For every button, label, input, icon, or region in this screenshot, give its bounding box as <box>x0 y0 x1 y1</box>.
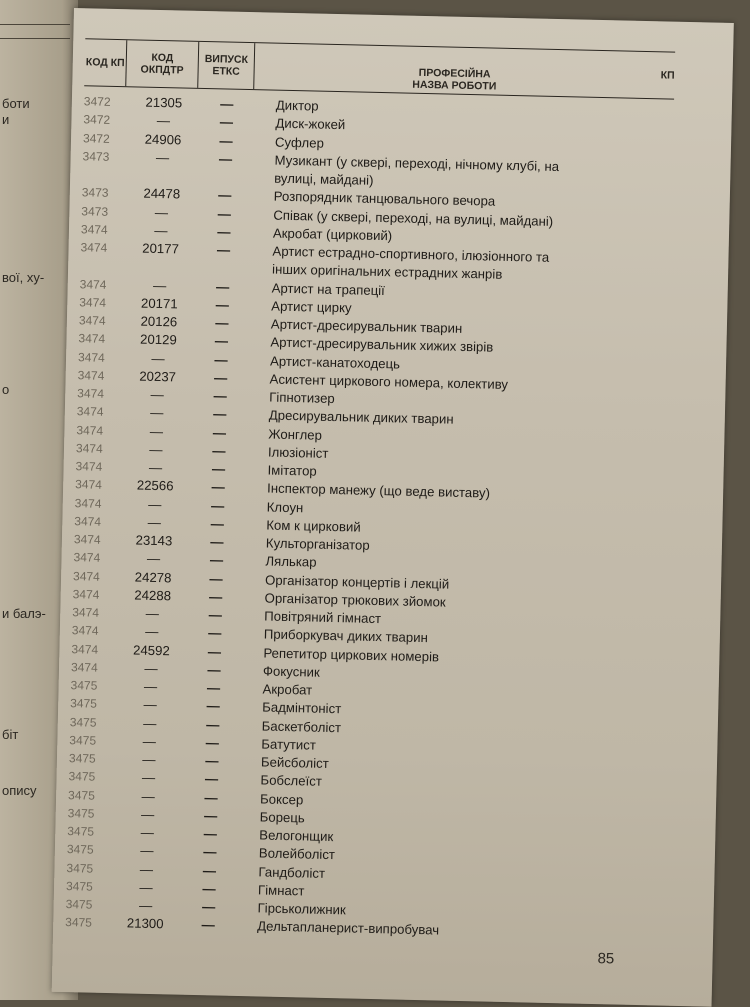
row-profession-name: Жонглер <box>268 426 323 443</box>
row-etks-issue: — <box>209 552 224 568</box>
left-fragment: о <box>2 382 10 397</box>
row-kp-code: 3474 <box>72 586 100 602</box>
row-profession-name: Розпорядник танцювального вечора <box>273 188 496 209</box>
row-kp-code: 3473 <box>81 185 109 201</box>
row-etks-issue: — <box>203 844 217 860</box>
left-fragment: и <box>2 112 10 127</box>
row-okpdtr-code: — <box>149 423 164 439</box>
row-kp-code: 3474 <box>77 349 105 365</box>
row-kp-code: 3474 <box>72 605 100 620</box>
table-header <box>84 38 675 99</box>
row-etks-issue: — <box>204 771 219 787</box>
row-profession-name: Повітряний гімнаст <box>264 608 382 627</box>
row-kp-code: 3474 <box>80 240 108 255</box>
row-profession-name: Імітатор <box>267 462 317 479</box>
row-etks-issue: — <box>206 698 220 714</box>
row-profession-name: Батутист <box>261 736 317 753</box>
row-kp-code: 3474 <box>75 477 103 493</box>
row-kp-code: 3474 <box>74 513 102 529</box>
row-okpdtr-code: — <box>151 350 165 366</box>
row-okpdtr-code: — <box>145 624 159 640</box>
row-kp-code: 3474 <box>76 404 104 420</box>
row-kp-code: 3475 <box>67 787 96 803</box>
row-kp-code: 3474 <box>74 495 102 511</box>
row-etks-issue: — <box>218 151 233 167</box>
row-etks-issue: — <box>215 278 230 295</box>
header-okpdtr-line2: ОКПДТР <box>140 63 184 77</box>
row-profession-name: Організатор трюкових зйомок <box>264 590 446 610</box>
row-okpdtr-code: — <box>141 769 156 786</box>
row-kp-code: 3475 <box>69 714 97 730</box>
row-profession-name: Фокусник <box>262 663 320 680</box>
row-profession-name: Артист цирку <box>271 298 352 316</box>
row-etks-issue: — <box>211 461 226 477</box>
row-profession-name: Артист-дресирувальник хижих звірів <box>270 334 494 355</box>
row-profession-name: Асистент циркового номера, колективу <box>269 371 509 392</box>
row-etks-issue: — <box>202 880 216 897</box>
header-name-line1: ПРОФЕСІЙНА <box>418 66 491 81</box>
row-okpdtr-code: — <box>156 113 171 129</box>
row-kp-code: 3475 <box>65 915 93 930</box>
row-kp-code: 3475 <box>70 678 98 693</box>
book-page <box>52 8 734 1007</box>
row-profession-name: Акробат <box>262 681 313 698</box>
row-okpdtr-code: 22566 <box>136 477 174 494</box>
page-number: 85 <box>597 950 615 968</box>
row-etks-issue: — <box>203 826 218 842</box>
row-okpdtr-code: — <box>148 459 163 476</box>
row-etks-issue: — <box>220 96 234 112</box>
row-profession-name-cont: інших оригінальних естрадних жанрів <box>271 261 503 283</box>
row-kp-code: 3475 <box>66 860 94 876</box>
row-etks-issue: — <box>217 224 231 240</box>
row-etks-issue: — <box>208 607 223 623</box>
row-profession-name: Суфлер <box>274 134 325 151</box>
row-okpdtr-code: — <box>154 222 168 238</box>
row-kp-code: 3475 <box>65 878 93 894</box>
row-kp-code: 3474 <box>78 313 106 328</box>
row-kp-code: 3475 <box>67 824 95 839</box>
row-kp-code: 3475 <box>67 805 95 821</box>
row-etks-issue: — <box>212 424 227 441</box>
row-etks-issue: — <box>215 297 230 313</box>
row-etks-issue: — <box>210 534 224 550</box>
row-okpdtr-code: 20237 <box>139 368 177 385</box>
row-etks-issue: — <box>201 899 216 915</box>
row-kp-code: 3474 <box>70 659 98 675</box>
row-etks-issue: — <box>205 734 220 751</box>
row-kp-code: 3474 <box>72 568 100 584</box>
row-etks-issue: — <box>204 789 218 805</box>
row-okpdtr-code: 20126 <box>140 313 178 330</box>
row-okpdtr-code: — <box>143 697 157 713</box>
row-etks-issue: — <box>201 917 215 933</box>
row-okpdtr-code: — <box>146 551 161 567</box>
header-name-line2: НАЗВА РОБОТИ <box>412 78 497 93</box>
left-fragment: боти <box>2 96 30 111</box>
row-kp-code: 3473 <box>82 148 110 164</box>
left-page-rule <box>0 24 70 25</box>
row-okpdtr-code: — <box>148 496 162 512</box>
row-kp-code: 3474 <box>71 623 99 638</box>
row-profession-name: Диск-жокей <box>275 115 346 133</box>
row-etks-issue: — <box>214 351 228 368</box>
row-kp-code: 3474 <box>79 294 107 310</box>
row-okpdtr-code: — <box>141 788 155 804</box>
header-etks-line2: ЕТКС <box>212 65 240 78</box>
row-kp-code: 3472 <box>82 130 110 146</box>
row-kp-code: 3473 <box>81 203 109 219</box>
row-okpdtr-code: 20177 <box>142 240 180 257</box>
row-profession-name: Організатор концертів і лекцій <box>264 571 450 592</box>
row-okpdtr-code: — <box>154 204 169 220</box>
row-okpdtr-code: 23143 <box>135 532 173 549</box>
row-etks-issue: — <box>214 333 229 349</box>
row-kp-code: 3475 <box>69 732 97 748</box>
row-okpdtr-code: — <box>147 514 162 530</box>
row-etks-issue: — <box>206 716 220 732</box>
row-profession-name: Боксер <box>259 790 304 807</box>
row-etks-issue: — <box>206 680 221 696</box>
row-okpdtr-code: 20171 <box>140 295 178 312</box>
row-okpdtr-code: 24592 <box>132 642 170 658</box>
row-profession-name: Бобслеїст <box>260 772 323 790</box>
row-profession-name: Лялькар <box>265 553 317 570</box>
profession-table-body <box>65 92 674 945</box>
row-profession-name: Гандболіст <box>258 863 326 881</box>
left-fragment: вої, ху- <box>2 270 45 285</box>
row-kp-code: 3474 <box>79 276 107 292</box>
row-etks-issue: — <box>210 497 225 514</box>
row-kp-code: 3474 <box>78 331 106 347</box>
row-etks-issue: — <box>205 753 219 769</box>
header-kp-right <box>624 52 675 99</box>
row-etks-issue: — <box>211 479 225 495</box>
row-profession-name: Дресирувальник диких тварин <box>268 407 454 427</box>
row-profession-name: Ілюзіоніст <box>267 444 329 461</box>
row-profession-name: Бейсболіст <box>260 754 329 771</box>
row-profession-name: Бадмінтоніст <box>262 699 342 717</box>
row-etks-issue: — <box>209 570 223 587</box>
row-kp-code: 3474 <box>73 532 101 547</box>
row-okpdtr-code: 21305 <box>145 94 183 111</box>
row-profession-name: Артист естрадно-спортивного, ілюзіонного та <box>272 243 550 265</box>
row-etks-issue: — <box>215 315 229 331</box>
row-etks-issue: — <box>208 588 223 605</box>
row-profession-name: Співак (у сквері, переході, на вулиці, майдані) <box>273 207 554 229</box>
row-kp-code: 3475 <box>68 769 96 784</box>
header-etks-line1: ВИПУСК <box>204 52 249 66</box>
row-okpdtr-code: — <box>149 441 163 457</box>
header-kp-code <box>84 39 127 86</box>
row-okpdtr-code: — <box>138 897 153 914</box>
row-profession-name-cont: вулиці, майдані) <box>274 170 374 188</box>
header-profession-name <box>254 43 655 98</box>
header-etks <box>198 42 255 89</box>
row-profession-name: Диктор <box>275 97 319 114</box>
row-okpdtr-code: — <box>140 842 154 859</box>
row-etks-issue: — <box>213 370 228 386</box>
row-kp-code: 3474 <box>77 367 105 383</box>
row-profession-name: Гірськолижник <box>257 900 346 918</box>
row-kp-code: 3474 <box>77 386 105 401</box>
row-etks-issue: — <box>218 187 232 203</box>
row-okpdtr-code: — <box>152 277 167 293</box>
row-etks-issue: — <box>210 515 225 532</box>
row-profession-name: Культорганізатор <box>265 535 370 553</box>
row-kp-code: 3474 <box>75 440 103 456</box>
row-profession-name: Артист-канатоходець <box>269 353 401 371</box>
row-profession-name: Баскетболіст <box>261 717 342 735</box>
row-etks-issue: — <box>213 388 227 404</box>
left-page-rule <box>0 38 70 39</box>
row-profession-name: Музикант (у сквері, переході, нічному клубі, на <box>274 152 560 174</box>
header-kp-right-label: КП <box>660 69 675 82</box>
row-profession-name: Гімнаст <box>257 882 305 899</box>
row-okpdtr-code: — <box>140 806 155 822</box>
row-kp-code: 3475 <box>70 696 98 711</box>
row-okpdtr-code: — <box>139 861 154 877</box>
row-kp-code: 3474 <box>71 641 99 657</box>
row-kp-code: 3474 <box>73 550 101 565</box>
header-okpdtr <box>126 40 199 88</box>
row-profession-name: Інспектор манежу (що веде виставу) <box>266 480 491 501</box>
row-etks-issue: — <box>202 862 217 878</box>
row-etks-issue: — <box>208 625 222 641</box>
header-kp-label: КОД КП <box>85 56 125 70</box>
row-etks-issue: — <box>216 242 231 258</box>
left-fragment: опису <box>2 783 37 798</box>
header-okpdtr-line1: КОД <box>151 51 174 65</box>
row-kp-code: 3475 <box>68 751 96 766</box>
row-profession-name: Дельтапланерист-випробувач <box>257 918 440 938</box>
row-etks-issue: — <box>219 132 233 149</box>
row-etks-issue: — <box>207 643 222 659</box>
row-okpdtr-code: 24906 <box>144 131 182 147</box>
row-etks-issue: — <box>219 114 234 130</box>
row-profession-name: Борець <box>259 809 305 826</box>
left-fragment: біт <box>2 727 19 742</box>
row-okpdtr-code: 24478 <box>143 185 181 202</box>
row-kp-code: 3472 <box>83 112 111 128</box>
row-kp-code: 3475 <box>66 842 94 857</box>
row-profession-name: Приборкувач диких тварин <box>263 626 429 646</box>
row-profession-name: Репетитор циркових номерів <box>263 644 440 664</box>
row-etks-issue: — <box>217 205 232 222</box>
row-okpdtr-code: — <box>142 733 157 749</box>
row-okpdtr-code: — <box>150 405 164 421</box>
row-profession-name: Артист-дресирувальник тварин <box>270 316 463 336</box>
row-kp-code: 3474 <box>80 221 108 237</box>
row-kp-code: 3472 <box>83 94 111 109</box>
row-okpdtr-code: 24278 <box>134 569 172 585</box>
row-okpdtr-code: — <box>155 149 170 165</box>
row-okpdtr-code: — <box>140 824 155 841</box>
row-okpdtr-code: — <box>144 660 158 676</box>
row-etks-issue: — <box>212 443 226 459</box>
row-etks-issue: — <box>203 807 218 824</box>
row-okpdtr-code: — <box>150 386 165 403</box>
row-kp-code: 3475 <box>65 897 93 912</box>
row-etks-issue: — <box>213 406 227 422</box>
row-profession-name: Акробат (цирковий) <box>272 225 393 244</box>
row-okpdtr-code: — <box>139 879 153 895</box>
row-kp-code: 3474 <box>75 459 103 474</box>
left-fragment: и балэ- <box>2 606 46 621</box>
row-profession-name: Ком к цирковий <box>266 517 361 535</box>
row-okpdtr-code: — <box>143 678 158 695</box>
row-okpdtr-code: — <box>145 605 160 622</box>
row-profession-name: Гіпнотизер <box>269 389 335 407</box>
row-kp-code: 3474 <box>76 422 104 438</box>
row-okpdtr-code: 21300 <box>126 915 164 932</box>
row-profession-name: Велогонщик <box>259 827 334 845</box>
row-profession-name: Волейболіст <box>258 845 336 863</box>
row-etks-issue: — <box>207 661 221 678</box>
row-okpdtr-code: 24288 <box>134 587 172 604</box>
row-okpdtr-code: — <box>142 751 156 768</box>
row-okpdtr-code: 20129 <box>139 331 177 348</box>
row-profession-name: Клоун <box>266 499 304 515</box>
row-profession-name: Артист на трапеції <box>271 280 386 298</box>
row-okpdtr-code: — <box>143 715 157 731</box>
